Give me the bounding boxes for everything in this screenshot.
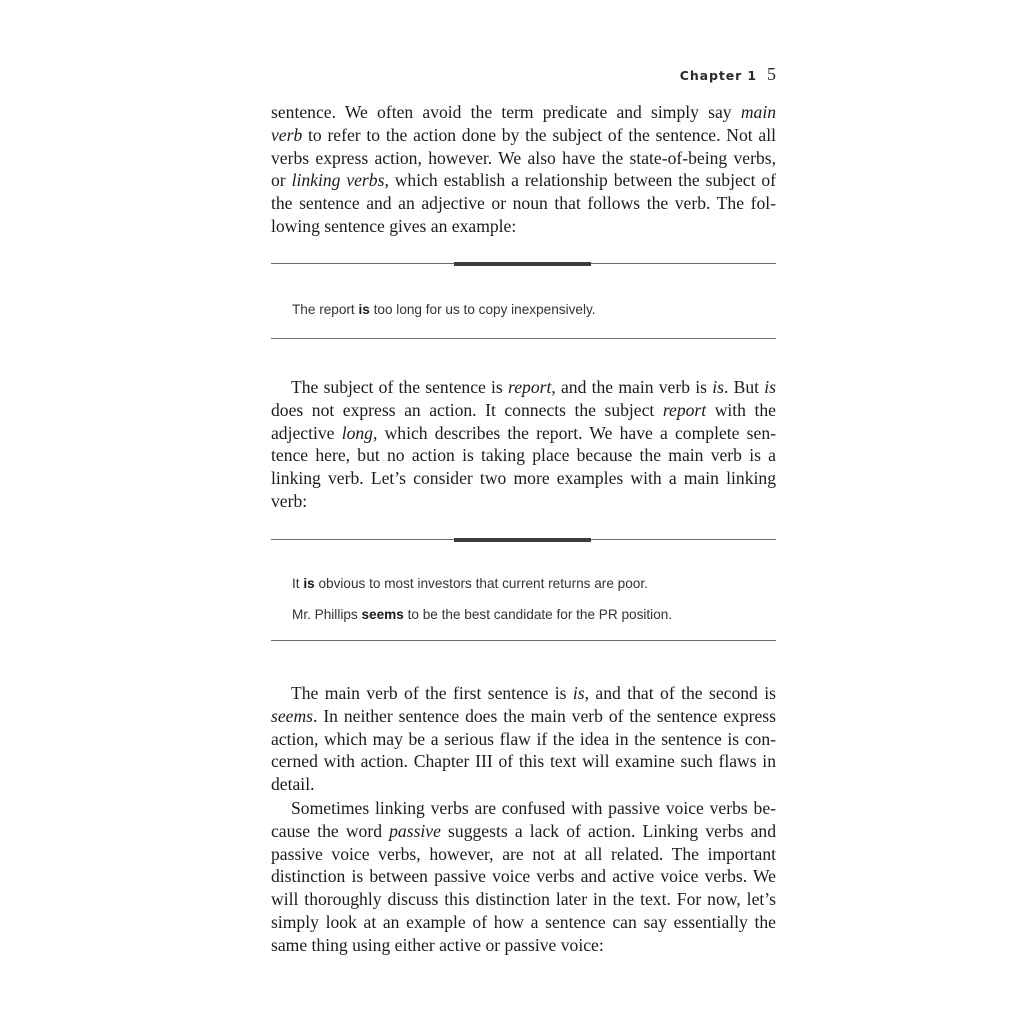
highlighted-verb: is xyxy=(303,576,315,591)
example-sentence xyxy=(292,576,648,591)
text-run: passive voice verbs, however, are not at all related. The important xyxy=(271,843,776,864)
text-line xyxy=(271,444,776,467)
text-line xyxy=(271,773,776,796)
example-2-bottom-rule xyxy=(271,640,776,641)
italic-term: report xyxy=(508,377,552,397)
example-sentence xyxy=(292,607,672,622)
text-run: does not express an action. It connects the subject xyxy=(271,399,663,420)
text-run: The main verb of the first sentence is xyxy=(291,683,573,703)
text-run: , and the main verb is xyxy=(551,377,713,397)
italic-term: main xyxy=(740,102,776,122)
text-line xyxy=(271,888,776,911)
text-run: simply look at an example of how a sentence can say essentially the xyxy=(271,911,776,932)
text-line xyxy=(271,705,776,728)
text-run: will thoroughly discuss this distinction later in the text. For now, let’s xyxy=(271,889,776,910)
italic-term: long xyxy=(341,422,373,443)
paragraph-1 xyxy=(271,101,776,238)
text-run: . In neither sentence does the main verb of the sentence express xyxy=(313,705,776,726)
text-line xyxy=(271,169,776,192)
example-1-bottom-rule xyxy=(271,338,776,339)
text-line xyxy=(271,911,776,934)
text-run: adjective xyxy=(271,422,342,443)
text-run: suggests a lack of action. Linking verbs and xyxy=(440,820,776,841)
text-line xyxy=(271,399,776,422)
text-line xyxy=(271,147,776,170)
example-text: Mr. Phillips xyxy=(292,607,362,622)
text-run: to refer to the action done by the subject of the sentence. Not all xyxy=(302,124,776,145)
example-1-top-accent xyxy=(454,262,591,266)
text-run: linking verb. Let’s consider two more examples with a main linking xyxy=(271,468,776,489)
text-run: , which describes the report. We have a complete sen- xyxy=(372,422,776,443)
text-line xyxy=(271,376,776,399)
text-run: action, which may be a serious flaw if the idea in the sentence is con- xyxy=(271,728,776,749)
italic-term: is xyxy=(572,683,585,703)
text-run: cerned with action. Chapter III of this text will examine such flaws in xyxy=(271,751,776,772)
text-line xyxy=(271,820,776,843)
paragraph-3 xyxy=(271,682,776,796)
text-run: detail. xyxy=(271,774,315,795)
text-run: verbs express action, however. We also have the state-of-being verbs, xyxy=(271,147,776,168)
text-line xyxy=(271,682,776,705)
text-line xyxy=(271,934,776,957)
chapter-label: Chapter 1 xyxy=(679,68,757,83)
text-run: sentence. We often avoid the term predicate and simply say xyxy=(271,102,741,122)
text-line xyxy=(271,750,776,773)
text-run: with the xyxy=(706,399,776,420)
example-text: The report xyxy=(292,302,359,317)
text-run: or xyxy=(271,170,292,191)
text-line xyxy=(271,490,776,513)
paragraph-4 xyxy=(271,797,776,957)
text-line xyxy=(271,422,776,445)
text-line xyxy=(271,192,776,215)
text-run: distinction is between passive voice verbs and active voice verbs. We xyxy=(271,866,776,887)
text-run: . But xyxy=(723,377,765,397)
text-run: Sometimes linking verbs are confused with passive voice verbs be- xyxy=(291,798,776,818)
text-run: The subject of the sentence is xyxy=(291,377,509,397)
highlighted-verb: is xyxy=(358,302,370,317)
text-line xyxy=(271,215,776,238)
text-run: verb: xyxy=(271,490,308,511)
example-text: too long for us to copy inexpensively. xyxy=(369,302,596,317)
text-line xyxy=(271,865,776,888)
text-run: tence here, but no action is taking place because the main verb is a xyxy=(271,445,776,466)
example-text: It xyxy=(292,576,304,591)
italic-term: is xyxy=(764,377,776,397)
italic-term: seems xyxy=(271,705,314,726)
italic-term: passive xyxy=(389,820,441,841)
italic-term: linking verbs xyxy=(291,170,385,191)
text-run: the sentence and an adjective or noun that follows the verb. The fol- xyxy=(271,193,776,214)
text-line xyxy=(271,124,776,147)
text-line xyxy=(271,101,776,124)
text-run: , which establish a relationship between the subject of xyxy=(384,170,777,191)
page-number: 5 xyxy=(767,64,776,84)
text-run: cause the word xyxy=(271,820,390,841)
highlighted-verb: seems xyxy=(361,607,404,622)
paragraph-2 xyxy=(271,376,776,513)
example-text: obvious to most investors that current returns are poor. xyxy=(314,576,648,591)
italic-term: verb xyxy=(271,124,303,145)
running-header xyxy=(271,64,776,85)
text-run: lowing sentence gives an example: xyxy=(271,215,517,236)
text-run: same thing using either active or passive voice: xyxy=(271,934,604,955)
example-2-top-accent xyxy=(454,538,591,542)
text-line xyxy=(271,467,776,490)
example-text: to be the best candidate for the PR position. xyxy=(403,607,673,622)
example-sentence xyxy=(292,302,596,317)
italic-term: is xyxy=(712,377,724,397)
text-line xyxy=(271,797,776,820)
text-run: , and that of the second is xyxy=(584,683,776,703)
text-line xyxy=(271,728,776,751)
italic-term: report xyxy=(662,399,707,420)
text-line xyxy=(271,843,776,866)
